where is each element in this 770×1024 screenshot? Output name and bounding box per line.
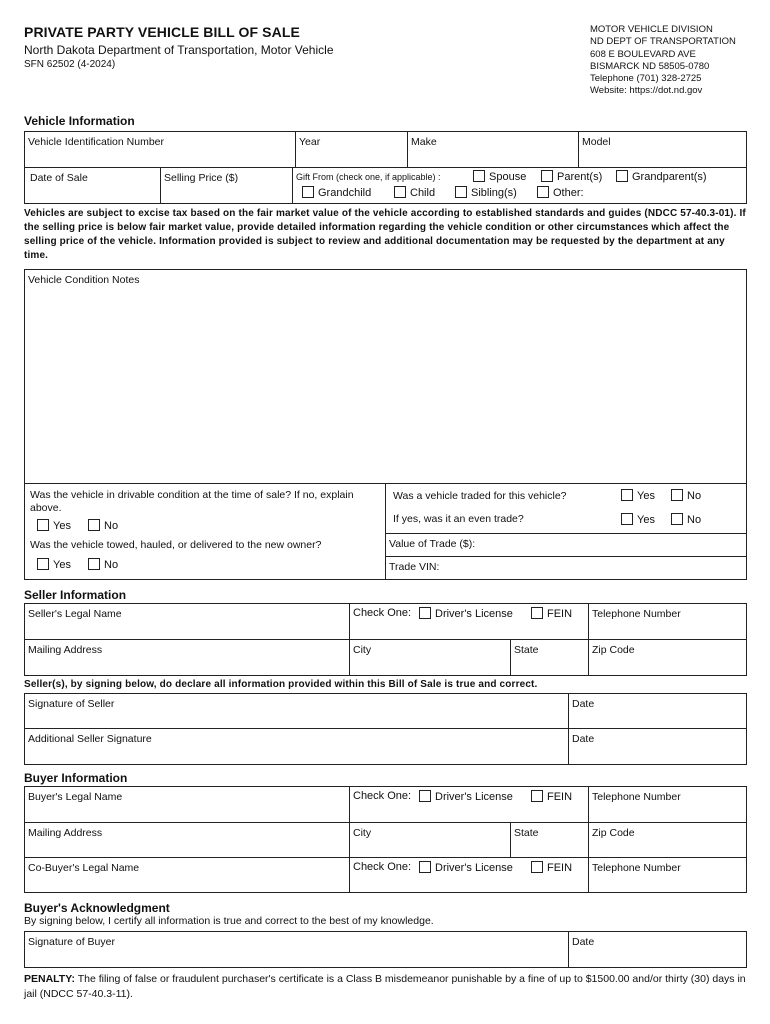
buyer-zip-field[interactable] — [588, 822, 747, 858]
checkbox-label: Other: — [553, 187, 584, 199]
check-one-label: Check One: — [353, 790, 412, 802]
towed-question: Was the vehicle towed, hauled, or delivered to the new owner? — [30, 539, 322, 551]
buyer-city-field[interactable] — [349, 822, 511, 858]
gift-siblings[interactable] — [455, 186, 517, 199]
towed-yes[interactable] — [37, 558, 71, 571]
seller-city-field[interactable] — [349, 639, 511, 676]
seller-zip-field[interactable] — [588, 639, 747, 676]
checkbox-label: FEIN — [547, 608, 573, 620]
buyer-date-label: Date — [572, 936, 595, 948]
checkbox-label: Spouse — [489, 171, 527, 183]
make-field[interactable] — [407, 131, 579, 168]
checkbox[interactable] — [302, 186, 314, 198]
buyer-zip-label: Zip Code — [592, 827, 635, 839]
checkbox-label: Yes — [637, 490, 655, 502]
drivable-question: Was the vehicle in drivable condition at the time of sale? If no, explain above. — [30, 489, 354, 514]
even-trade-no[interactable] — [671, 513, 701, 526]
seller-mailing-address-field[interactable] — [24, 639, 350, 676]
checkbox-label: Driver's License — [435, 862, 513, 874]
checkbox-label: Grandparent(s) — [632, 171, 707, 183]
checkbox-label: Yes — [637, 514, 655, 526]
form-title: PRIVATE PARTY VEHICLE BILL OF SALE — [24, 24, 300, 40]
seller-drivers-license[interactable] — [419, 607, 513, 620]
gift-child[interactable] — [394, 186, 435, 199]
buyer-signature-field[interactable] — [24, 931, 569, 968]
checkbox-label: Driver's License — [435, 791, 513, 803]
checkbox-label: Driver's License — [435, 608, 513, 620]
checkbox[interactable] — [37, 558, 49, 570]
checkbox[interactable] — [616, 170, 628, 182]
checkbox-label: Parent(s) — [557, 171, 603, 183]
make-label: Make — [411, 136, 437, 148]
model-label: Model — [582, 136, 611, 148]
buyer-fein[interactable] — [531, 790, 572, 803]
checkbox[interactable] — [531, 607, 543, 619]
address-line: MOTOR VEHICLE DIVISION — [590, 24, 713, 35]
year-field[interactable] — [295, 131, 408, 168]
condition-notes-label: Vehicle Condition Notes — [28, 274, 140, 286]
address-line: BISMARCK ND 58505-0780 — [590, 60, 710, 72]
even-trade-question: If yes, was it an even trade? — [393, 513, 524, 525]
seller-signature-label: Signature of Seller — [28, 698, 115, 710]
vin-label: Vehicle Identification Number — [28, 136, 164, 148]
checkbox-label: Grandchild — [318, 187, 372, 199]
checkbox-label: No — [104, 559, 119, 571]
checkbox[interactable] — [671, 489, 683, 501]
additional-seller-signature-label: Additional Seller Signature — [28, 733, 152, 745]
checkbox[interactable] — [419, 607, 431, 619]
buyer-legal-name-label: Buyer's Legal Name — [28, 791, 123, 803]
buyer-mailing-address-field[interactable] — [24, 822, 350, 858]
gift-grandchild[interactable] — [302, 186, 371, 199]
penalty-text: The filing of false or fraudulent purchaser's certificate is a Class B misdemeanor punishable by a fine of up to $1500.00 and/or thirty (30) days in jail (NDCC 57-40.3-11). — [24, 973, 746, 1000]
checkbox[interactable] — [531, 861, 543, 873]
buyer-signature-label: Signature of Buyer — [28, 936, 115, 948]
address-line: ND DEPT OF TRANSPORTATION — [590, 36, 736, 48]
co-buyer-legal-name-field[interactable] — [24, 857, 350, 893]
checkbox[interactable] — [88, 519, 100, 531]
trade-vin-label: Trade VIN: — [389, 561, 440, 573]
checkbox[interactable] — [671, 513, 683, 525]
seller-declaration: Seller(s), by signing below, do declare all information provided within this Bill of Sale is true and correct. — [24, 679, 538, 690]
buyer-telephone-field[interactable] — [588, 786, 747, 823]
trade-vin-field[interactable] — [385, 556, 747, 580]
date-of-sale-label: Date of Sale — [30, 172, 88, 184]
selling-price-field[interactable] — [160, 167, 293, 204]
seller-date-label: Date — [572, 698, 595, 710]
gift-other[interactable] — [537, 186, 584, 199]
co-buyer-drivers-license[interactable] — [419, 861, 513, 874]
drivable-no[interactable] — [88, 519, 118, 532]
checkbox[interactable] — [541, 170, 553, 182]
check-one-label: Check One: — [353, 607, 412, 619]
checkbox[interactable] — [37, 519, 49, 531]
checkbox-label: FEIN — [547, 862, 573, 874]
buyer-signature-date-field[interactable] — [568, 931, 747, 968]
buyer-legal-name-field[interactable] — [24, 786, 350, 823]
seller-signature-field[interactable] — [24, 693, 569, 729]
checkbox[interactable] — [455, 186, 467, 198]
gift-from-label: Gift From (check one, if applicable) : — [296, 172, 441, 182]
model-field[interactable] — [578, 131, 747, 168]
form-number: SFN 62502 (4-2024) — [24, 59, 116, 70]
acknowledgment-section-title: Buyer's Acknowledgment — [24, 901, 170, 915]
co-buyer-telephone-label: Telephone Number — [592, 862, 681, 874]
seller-section-title: Seller Information — [24, 588, 127, 602]
vehicle-section-title: Vehicle Information — [24, 114, 135, 128]
seller-legal-name-label: Seller's Legal Name — [28, 608, 122, 620]
vin-field[interactable] — [24, 131, 296, 168]
address-line: 608 E BOULEVARD AVE — [590, 48, 696, 60]
value-of-trade-label: Value of Trade ($): — [389, 538, 476, 550]
date-of-sale-field[interactable] — [24, 167, 161, 204]
drivable-towed-group — [24, 483, 386, 580]
seller-telephone-field[interactable] — [588, 603, 747, 640]
checkbox-label: No — [687, 490, 702, 502]
checkbox-label: Yes — [53, 559, 71, 571]
value-of-trade-field[interactable] — [385, 533, 747, 557]
year-label: Year — [299, 136, 321, 148]
checkbox[interactable] — [473, 170, 485, 182]
gift-parents[interactable] — [541, 170, 602, 183]
buyer-telephone-label: Telephone Number — [592, 791, 681, 803]
buyer-mailing-address-label: Mailing Address — [28, 827, 103, 839]
seller-zip-label: Zip Code — [592, 644, 635, 656]
checkbox-label: Yes — [53, 520, 71, 532]
condition-notes-field[interactable] — [24, 269, 747, 484]
buyer-drivers-license[interactable] — [419, 790, 513, 803]
buyer-city-label: City — [353, 827, 372, 839]
additional-seller-date-field[interactable] — [568, 728, 747, 765]
even-trade-yes[interactable] — [621, 513, 655, 526]
checkbox[interactable] — [621, 489, 633, 501]
checkbox[interactable] — [531, 790, 543, 802]
address-line: Telephone (701) 328-2725 — [590, 73, 702, 85]
additional-seller-date-label: Date — [572, 733, 595, 745]
checkbox[interactable] — [419, 790, 431, 802]
traded-question: Was a vehicle traded for this vehicle? — [393, 490, 567, 502]
seller-mailing-address-label: Mailing Address — [28, 644, 103, 656]
seller-state-field[interactable] — [510, 639, 589, 676]
check-one-label: Check One: — [353, 861, 412, 873]
penalty-label: PENALTY: — [24, 973, 75, 985]
gift-grandparents[interactable] — [616, 170, 707, 183]
selling-price-label: Selling Price ($) — [164, 172, 239, 184]
co-buyer-legal-name-label: Co-Buyer's Legal Name — [28, 862, 140, 874]
buyer-state-field[interactable] — [510, 822, 589, 858]
gift-spouse[interactable] — [473, 170, 526, 183]
trade-questions-group — [385, 483, 747, 534]
checkbox-label: No — [687, 514, 702, 526]
checkbox[interactable] — [419, 861, 431, 873]
checkbox[interactable] — [88, 558, 100, 570]
seller-legal-name-field[interactable] — [24, 603, 350, 640]
seller-signature-date-field[interactable] — [568, 693, 747, 729]
penalty-notice — [24, 972, 750, 1002]
seller-state-label: State — [514, 644, 539, 656]
towed-no[interactable] — [88, 558, 118, 571]
seller-city-label: City — [353, 644, 372, 656]
co-buyer-fein[interactable] — [531, 861, 572, 874]
drivable-yes[interactable] — [37, 519, 71, 532]
co-buyer-telephone-field[interactable] — [588, 857, 747, 893]
checkbox-label: Child — [410, 187, 436, 199]
checkbox-label: Sibling(s) — [471, 187, 517, 199]
checkbox-label: No — [104, 520, 119, 532]
traded-yes[interactable] — [621, 489, 655, 502]
checkbox[interactable] — [621, 513, 633, 525]
buyer-state-label: State — [514, 827, 539, 839]
department-name: North Dakota Department of Transportation, Motor Vehicle — [24, 43, 334, 57]
checkbox-label: FEIN — [547, 791, 573, 803]
additional-seller-signature-field[interactable] — [24, 728, 569, 765]
excise-notice: Vehicles are subject to excise tax based on the fair market value of the vehicle according to established standards and guides (NDCC 57-40.3-01). If the selling price is below fair market value, provide detailed information regarding the vehicle condition or other circumstances which affect the selling price of the vehicle. Information provided is subject to review and additional documentation may be requested by the department at any time. — [24, 208, 746, 261]
traded-no[interactable] — [671, 489, 701, 502]
checkbox[interactable] — [537, 186, 549, 198]
agency-address — [590, 24, 736, 98]
buyer-section-title: Buyer Information — [24, 771, 128, 785]
seller-fein[interactable] — [531, 607, 572, 620]
address-line: Website: https://dot.nd.gov — [590, 85, 703, 97]
acknowledgment-statement: By signing below, I certify all information is true and correct to the best of my knowledge. — [24, 915, 434, 927]
checkbox[interactable] — [394, 186, 406, 198]
seller-telephone-label: Telephone Number — [592, 608, 681, 620]
